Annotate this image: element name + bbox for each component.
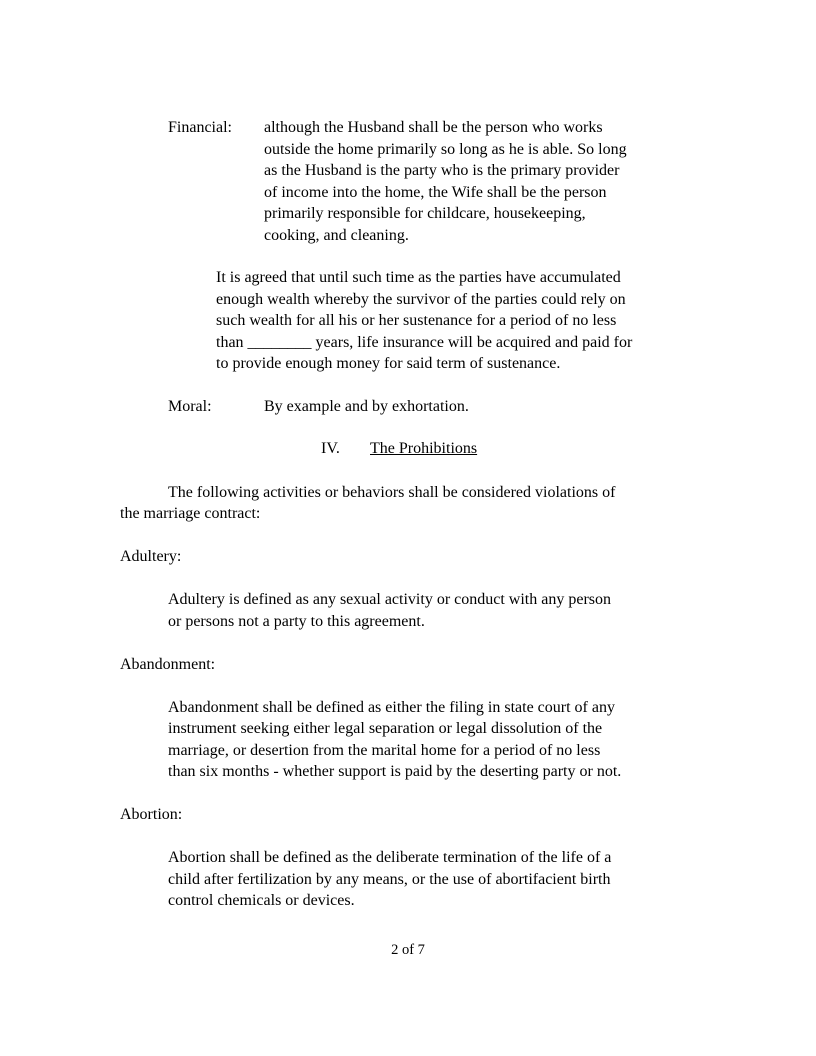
insurance-paragraph-line: such wealth for all his or her sustenance for a period of no less [216, 312, 617, 329]
abortion-line: child after fertilization by any means, or the use of abortifacient birth [168, 871, 611, 888]
section-number: IV. [321, 440, 340, 457]
adultery-line: Adultery is defined as any sexual activity or conduct with any person [168, 591, 611, 608]
insurance-paragraph-line: to provide enough money for said term of sustenance. [216, 355, 561, 372]
abortion-heading: Abortion: [120, 806, 183, 823]
insurance-paragraph-line: than ________ years, life insurance will be acquired and paid for [216, 334, 633, 351]
abandonment-line: instrument seeking either legal separation or legal dissolution of the [168, 720, 603, 737]
financial-label: Financial: [168, 119, 232, 136]
financial-line: primarily responsible for childcare, housekeeping, [264, 205, 586, 222]
moral-text: By example and by exhortation. [264, 398, 469, 415]
abortion-line: control chemicals or devices. [168, 892, 355, 909]
financial-line: outside the home primarily so long as he is able. So long [264, 141, 627, 158]
insurance-paragraph-line: enough wealth whereby the survivor of the parties could rely on [216, 291, 626, 308]
financial-line: as the Husband is the party who is the primary provider [264, 162, 620, 179]
adultery-heading: Adultery: [120, 548, 182, 565]
moral-label: Moral: [168, 398, 212, 415]
abortion-line: Abortion shall be defined as the deliberate termination of the life of a [168, 849, 612, 866]
section-heading [321, 438, 477, 460]
abandonment-heading: Abandonment: [120, 656, 216, 673]
section-title: The Prohibitions [370, 440, 478, 457]
adultery-line: or persons not a party to this agreement. [168, 613, 425, 630]
financial-line: of income into the home, the Wife shall be the person [264, 184, 607, 201]
financial-line: although the Husband shall be the person who works [264, 119, 603, 136]
abandonment-line: Abandonment shall be defined as either the filing in state court of any [168, 699, 615, 716]
intro-paragraph-line: The following activities or behaviors shall be considered violations of [168, 484, 616, 501]
abandonment-line: than six months - whether support is paid by the deserting party or not. [168, 763, 622, 780]
page-number: 2 of 7 [391, 942, 425, 958]
abandonment-line: marriage, or desertion from the marital home for a period of no less [168, 742, 601, 759]
financial-line: cooking, and cleaning. [264, 227, 409, 244]
insurance-paragraph-line: It is agreed that until such time as the parties have accumulated [216, 269, 621, 286]
intro-paragraph-line: the marriage contract: [120, 505, 261, 522]
